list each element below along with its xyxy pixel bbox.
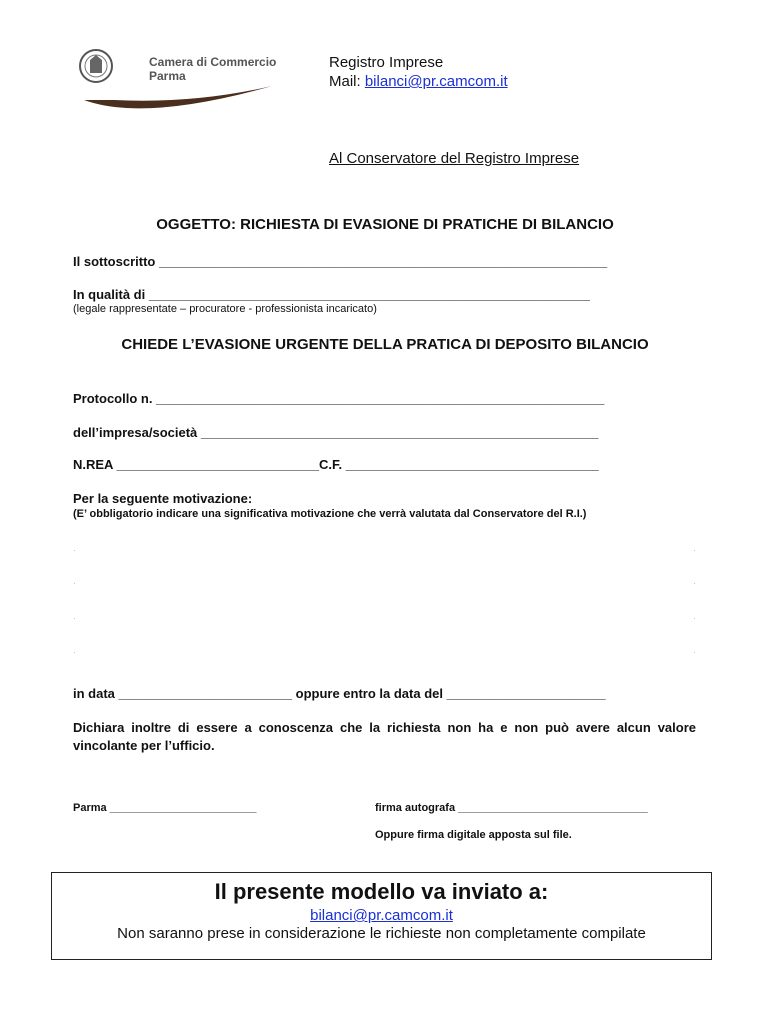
sottoscritto-field[interactable]: Il sottoscritto ______________________________________________________________ — [73, 254, 608, 269]
office-name: Registro Imprese — [329, 54, 444, 71]
mail-link[interactable]: bilanci@pr.camcom.it — [364, 73, 508, 90]
org-city: Parma — [149, 69, 186, 83]
protocollo-field[interactable]: Protocollo n. ______________________________________________________________ — [73, 391, 605, 406]
motivazione-line[interactable]: · · — [73, 613, 696, 623]
motivazione-line[interactable]: · · — [73, 647, 696, 657]
camera-commercio-logo — [74, 42, 294, 114]
motivazione-line[interactable]: · · — [73, 578, 696, 588]
send-email-link[interactable]: bilanci@pr.camcom.it — [310, 907, 453, 924]
date-field[interactable]: in data ________________________ oppure entro la data del ______________________ — [73, 686, 606, 701]
motivazione-note: (E’ obbligatorio indicare una significativa motivazione che verrà valutata dal Conservatore del R.I.) — [73, 508, 587, 520]
motivazione-line[interactable]: · · — [73, 545, 696, 555]
header-contact — [329, 53, 508, 91]
declaration-text: Dichiara inoltre di essere a conoscenza che la richiesta non ha e non può avere alcun valore vincolante per l’ufficio. — [73, 720, 696, 753]
request-heading: CHIEDE L’EVASIONE URGENTE DELLA PRATICA DI DEPOSITO BILANCIO — [121, 336, 649, 353]
send-title: Il presente modello va inviato a: — [214, 879, 549, 904]
send-note: Non saranno prese in considerazione le richieste non completamente compilate — [117, 925, 646, 942]
addressee: Al Conservatore del Registro Imprese — [329, 150, 580, 167]
mail-line — [329, 72, 508, 91]
signature-field[interactable]: firma autografa _______________________________ — [375, 802, 648, 814]
digital-signature-note: Oppure firma digitale apposta sul file. — [375, 829, 572, 841]
mail-label: Mail: — [329, 73, 365, 90]
subject-heading: OGGETTO: RICHIESTA DI EVASIONE DI PRATICHE DI BILANCIO — [156, 216, 614, 233]
qualita-field[interactable]: In qualità di _____________________________________________________________ — [73, 287, 590, 302]
impresa-field[interactable]: dell’impresa/società _______________________________________________________ — [73, 425, 599, 440]
motivazione-label: Per la seguente motivazione: — [73, 491, 253, 506]
send-instructions-box — [51, 872, 712, 960]
qualita-note: (legale rappresentate – procuratore - professionista incaricato) — [73, 303, 377, 315]
logo-text — [149, 55, 276, 83]
org-name: Camera di Commercio — [149, 55, 277, 69]
nrea-cf-field[interactable]: N.REA ____________________________C.F. ___________________________________ — [73, 457, 599, 472]
place-field[interactable]: Parma ________________________ — [73, 802, 257, 814]
